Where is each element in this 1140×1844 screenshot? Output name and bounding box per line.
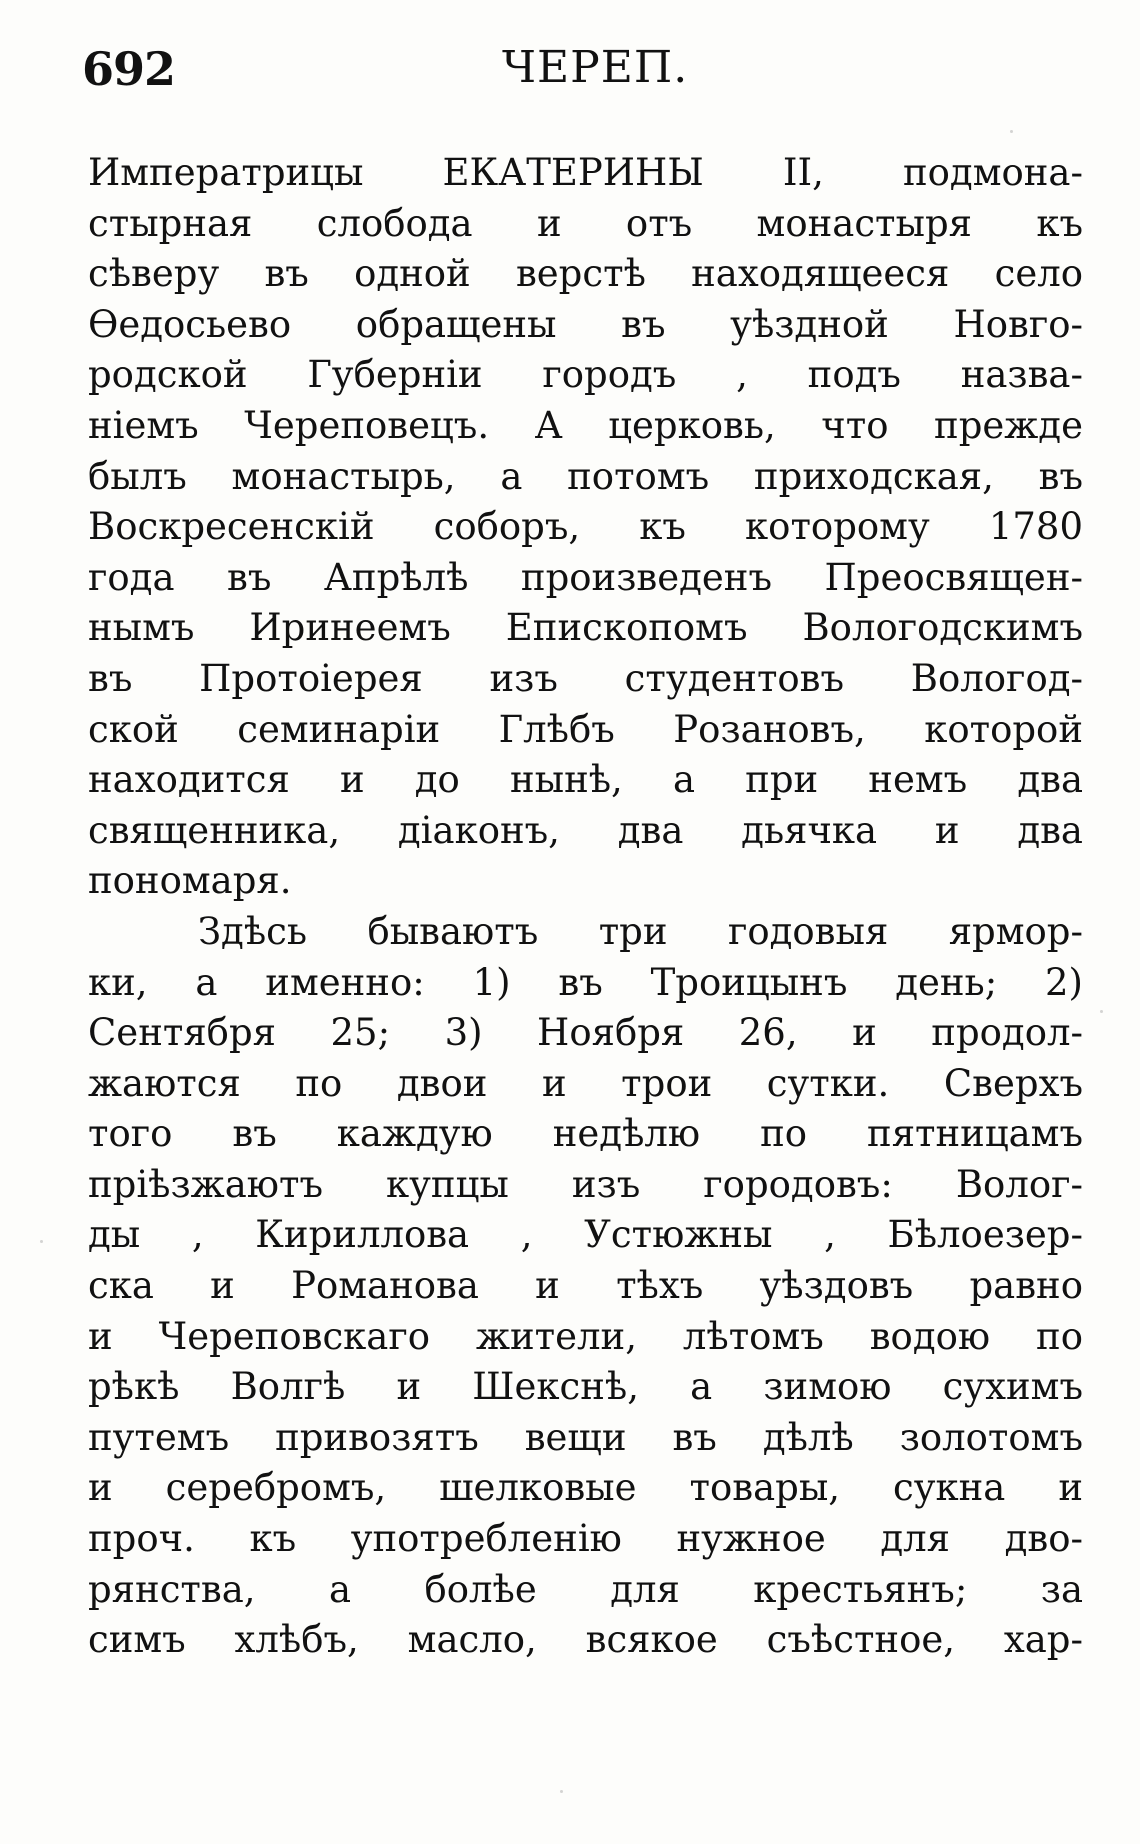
text-line: былъ монастырь, а потомъ приходская, въ: [88, 454, 1083, 498]
text-line: путемъ привозятъ вещи въ дѣлѣ золотомъ: [88, 1415, 1083, 1459]
text-line: пріѣзжаютъ купцы изъ городовъ: Волог-: [88, 1162, 1083, 1206]
text-line: священника, діаконъ, два дьячка и два: [88, 808, 1083, 852]
text-line: рянства, а болѣе для крестьянъ; за: [88, 1567, 1083, 1611]
text-line: Императрицы ЕКАТЕРИНЫ II, подмона-: [88, 151, 1083, 194]
text-line: стырная слобода и отъ монастыря къ: [88, 201, 1083, 245]
text-line: проч. къ употребленію нужное для дво-: [88, 1517, 1083, 1561]
text-line: симъ хлѣбъ, масло, всякое съѣстное, хар-: [88, 1618, 1083, 1662]
text-line: находится и до нынѣ, а при немъ два: [88, 758, 1083, 802]
text-line: родской Губерніи городъ , подъ назва-: [88, 353, 1083, 397]
paper-speck: [560, 1790, 563, 1793]
text-line: и серебромъ, шелковые товары, сукна и: [88, 1466, 1083, 1510]
paper-speck: [1100, 1010, 1103, 1013]
text-line: ки, а именно: 1) въ Троицынъ день; 2): [88, 960, 1083, 1004]
text-line: пономаря.: [88, 859, 292, 903]
page-header: [82, 42, 1082, 112]
text-line: нымъ Иринеемъ Епископомъ Вологодскимъ: [88, 606, 1083, 650]
text-line: Здѣсь бываютъ три годовыя ярмор-: [198, 909, 1083, 953]
text-line: рѣкѣ Волгѣ и Шекснѣ, а зимою сухимъ: [88, 1365, 1083, 1409]
paper-speck: [40, 1240, 43, 1243]
text-line: сѣверу въ одной верстѣ находящееся село: [88, 252, 1083, 296]
text-line: ской семинаріи Глѣбъ Розановъ, которой: [88, 707, 1083, 751]
text-line: Воскресенскій соборъ, къ которому 1780: [88, 505, 1083, 549]
text-line: Ѳедосьево обращены въ уѣздной Новго-: [88, 302, 1083, 346]
text-line: ды , Кириллова , Устюжны , Бѣлоезер-: [88, 1213, 1083, 1257]
text-line: въ Протоіерея изъ студентовъ Вологод-: [88, 656, 1083, 700]
text-line: ніемъ Череповецъ. А церковь, что прежде: [88, 403, 1083, 447]
text-line: года въ Апрѣлѣ произведенъ Преосвящен-: [88, 555, 1083, 599]
text-line: Сентября 25; 3) Ноября 26, и продол-: [88, 1011, 1083, 1055]
body-text: [88, 148, 1083, 1666]
page-number: 692: [82, 42, 176, 96]
text-line: того въ каждую недѣлю по пятницамъ: [88, 1112, 1083, 1156]
text-line: ска и Романова и тѣхъ уѣздовъ равно: [88, 1264, 1083, 1308]
paper-speck: [1010, 130, 1013, 133]
running-head: ЧЕРЕП.: [502, 42, 689, 93]
text-line: и Череповскаго жители, лѣтомъ водою по: [88, 1314, 1083, 1358]
text-line: жаются по двои и трои сутки. Сверхъ: [88, 1061, 1083, 1105]
